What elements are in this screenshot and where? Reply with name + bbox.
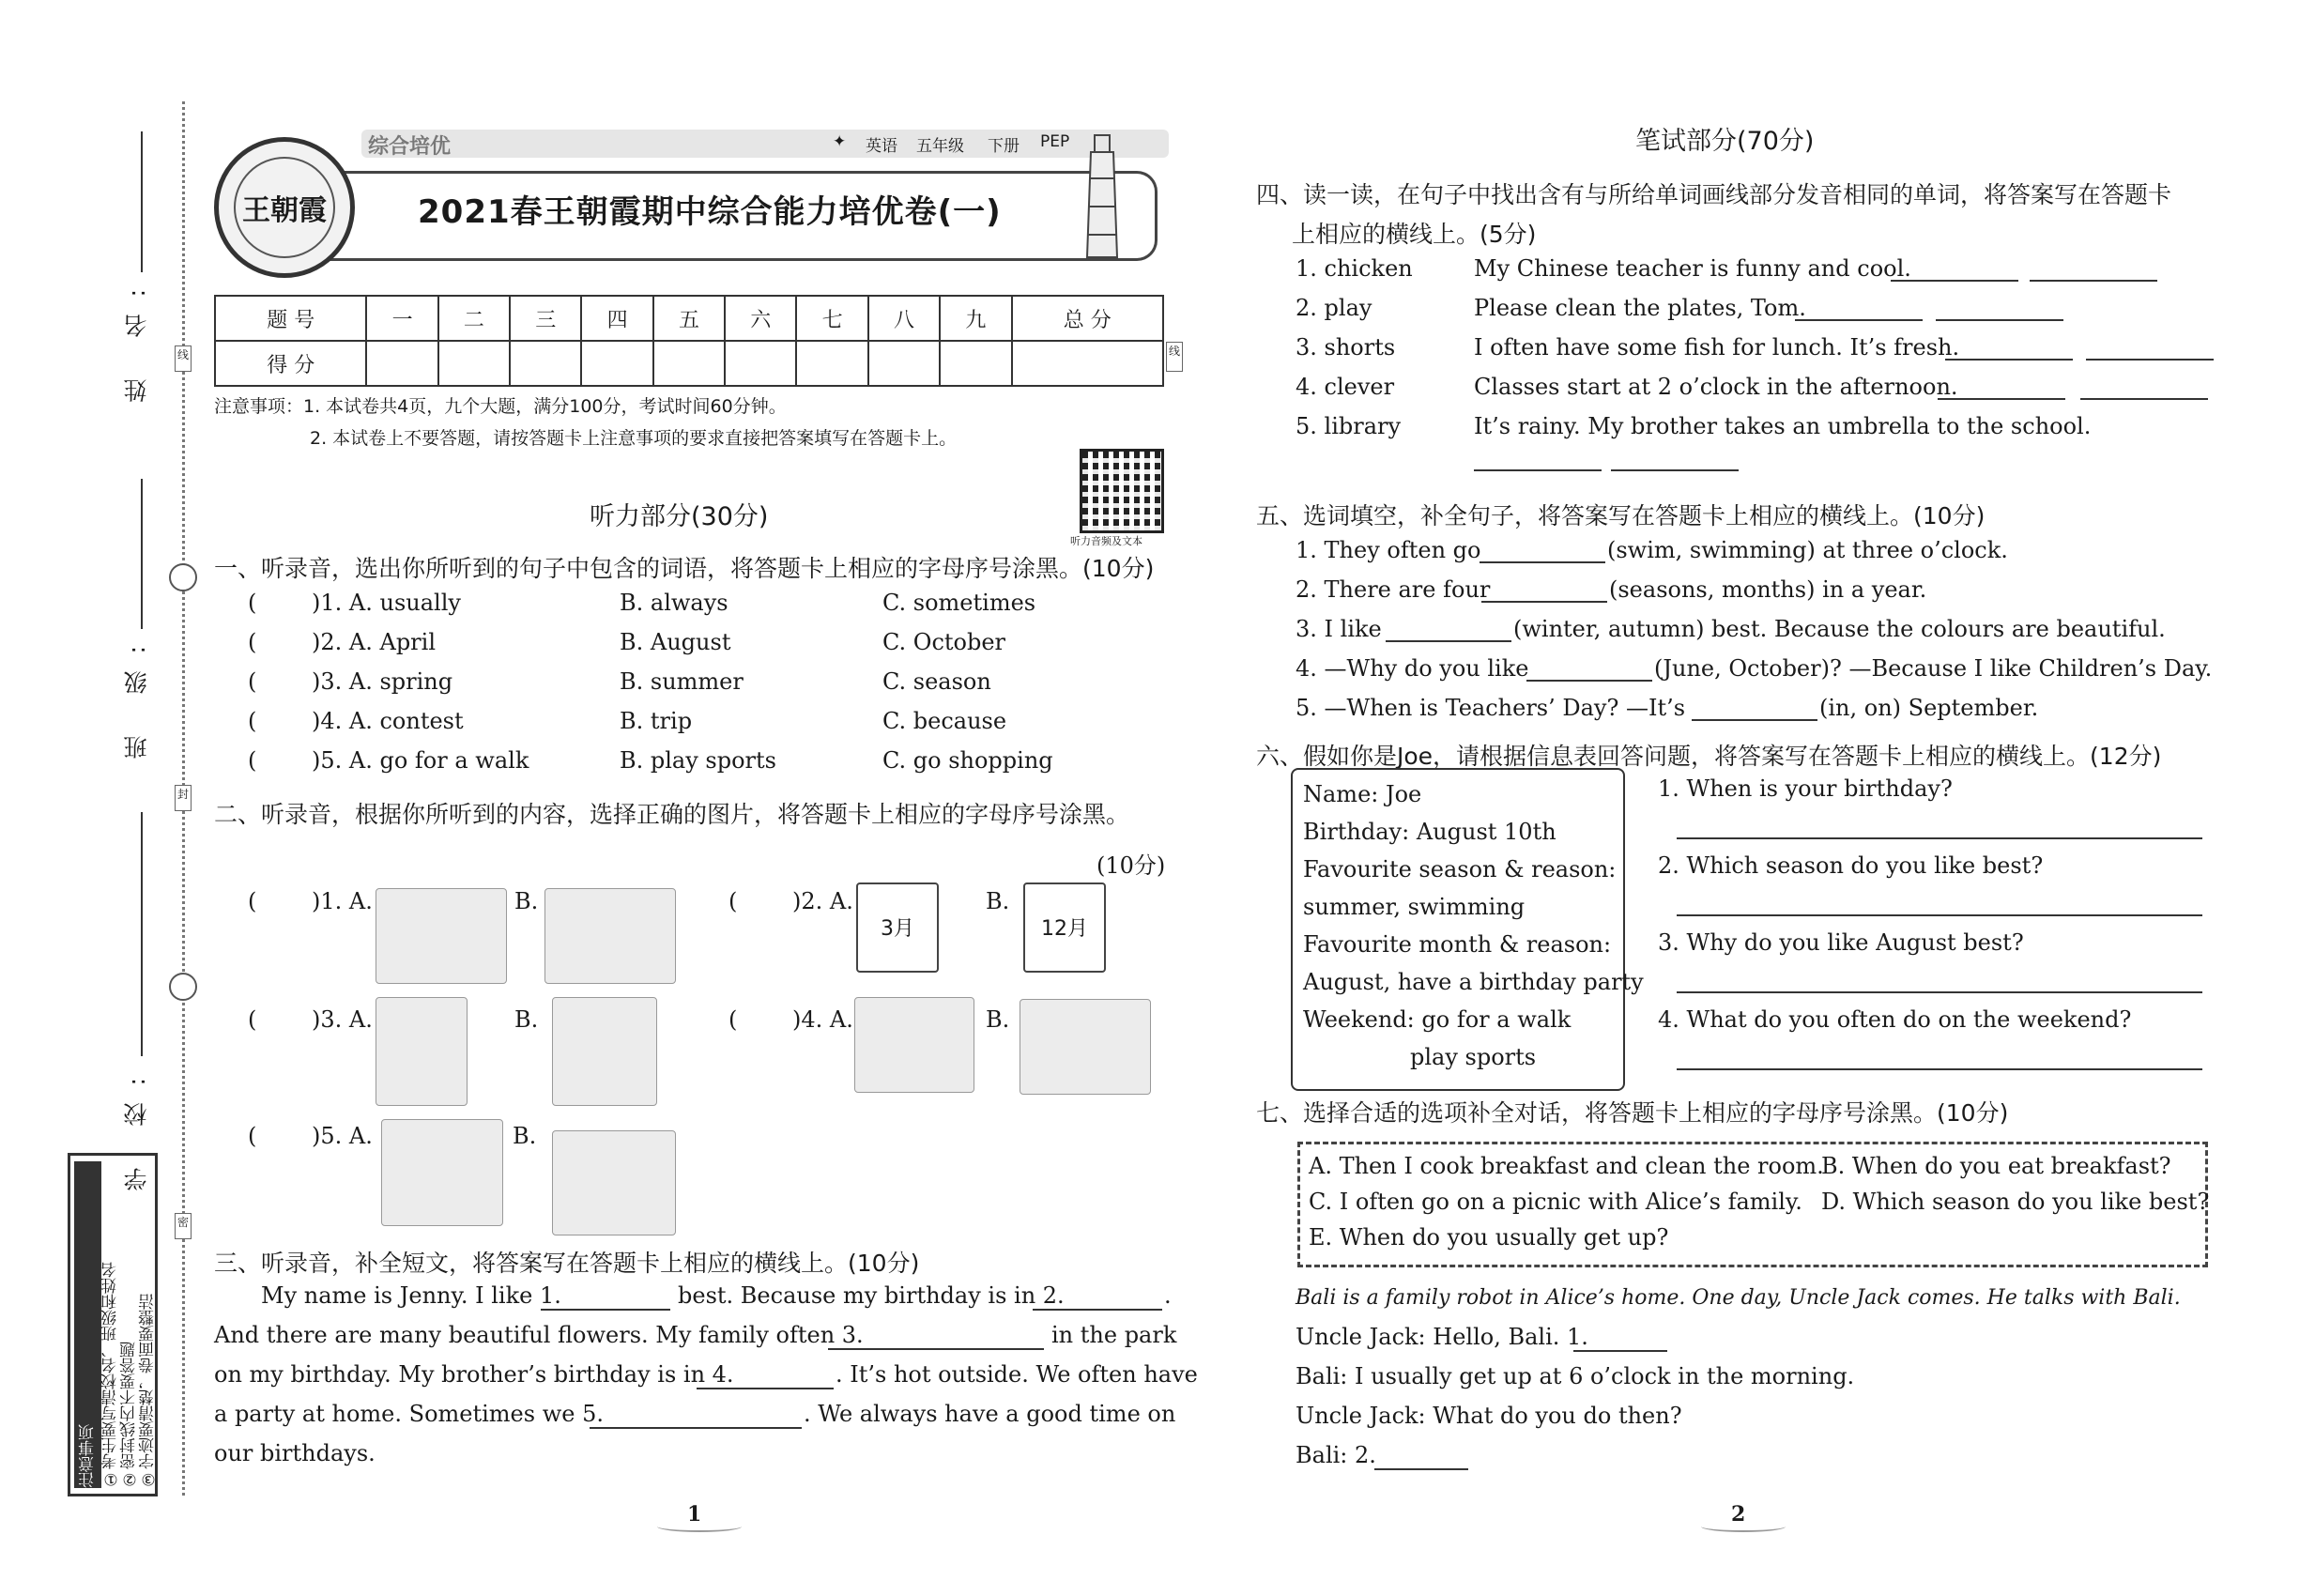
- q3-line-4a: a party at home. Sometimes we 5.: [214, 1401, 604, 1427]
- q2-paren[interactable]: (: [248, 1006, 257, 1033]
- binding-note-1: ①考生要写清校名、班级和姓名: [101, 1262, 120, 1488]
- score-table: [214, 295, 1164, 387]
- binding-notes-box: [68, 1153, 158, 1496]
- dialogue-line-3: Uncle Jack: What do you do then?: [1296, 1403, 1682, 1429]
- q2-item-1-b: B.: [514, 888, 539, 914]
- header-star: ✦: [833, 132, 847, 151]
- q6-question-4: 4. What do you often do on the weekend?: [1658, 1006, 2132, 1033]
- calendar-a-label: 3月: [881, 917, 914, 941]
- q3-title: 三、听录音，补全短文，将答案写在答题卡上相应的横线上。(10分): [214, 1250, 920, 1277]
- q5-item-3b: (winter, autumn) best. Because the colours are beautiful.: [1513, 616, 2166, 642]
- q5-item-4b: (June, October)? —Because I like Children’s Day.: [1654, 655, 2213, 682]
- q1-item-5-c: C. go shopping: [882, 747, 1053, 774]
- q4-blank[interactable]: [2030, 280, 2157, 282]
- q6-title: 六、假如你是Joe，请根据信息表回答问题，将答案写在答题卡上相应的横线上。(12分): [1256, 743, 2162, 770]
- page-number-right: 2: [1731, 1502, 1746, 1527]
- q3-period: .: [1164, 1282, 1172, 1309]
- q2-item-2: )2. A.: [792, 888, 853, 914]
- q4-sentence-4: Classes start at 2 o’clock in the afternoon.: [1474, 374, 1958, 400]
- q1-item-1-b: B. always: [620, 590, 728, 616]
- option-a: A. Then I cook breakfast and clean the room.: [1309, 1153, 1824, 1179]
- picture-snow-house: [544, 888, 676, 984]
- score-cell: 总 分: [1012, 296, 1164, 341]
- tag-seal: 封: [175, 785, 192, 811]
- q2-paren[interactable]: (: [728, 1006, 738, 1033]
- q2-item-2-b: B.: [986, 888, 1010, 914]
- score-input-cell[interactable]: [653, 341, 725, 386]
- page-swoosh-left: [657, 1521, 742, 1532]
- score-value-row: [215, 341, 1163, 386]
- dialogue-intro: Bali is a family robot in Alice’s home. One day, Uncle Jack comes. He talks with Bali.: [1296, 1286, 2181, 1310]
- q5-blank-5[interactable]: [1692, 719, 1817, 721]
- q6-answer-line-3[interactable]: [1677, 991, 2202, 993]
- tag-line: 线: [175, 345, 192, 372]
- lighthouse-icon: [1081, 131, 1123, 263]
- q3-blank-5[interactable]: [590, 1427, 802, 1429]
- q5-item-5b: (in, on) September.: [1819, 695, 2039, 721]
- q1-item-3-b: B. summer: [620, 668, 744, 695]
- q4-blank[interactable]: [2080, 398, 2208, 400]
- q2-item-3: )3. A.: [312, 1006, 373, 1033]
- header-grade: 五年级: [916, 137, 964, 156]
- score-input-cell[interactable]: [940, 341, 1011, 386]
- q4-word-2: 2. play: [1296, 295, 1372, 321]
- q3-line-2a: And there are many beautiful flowers. My family often 3.: [214, 1322, 864, 1348]
- score-cell: 四: [581, 296, 652, 341]
- q4-blank[interactable]: [1938, 398, 2065, 400]
- q5-item-1b: (swim, swimming) at three o’clock.: [1607, 537, 2008, 563]
- name-label: 姓 名:: [123, 272, 150, 403]
- q1-item-2-c: C. October: [882, 629, 1006, 655]
- info-line: August, have a birthday party: [1303, 969, 1644, 995]
- brand-logo: [214, 137, 355, 278]
- q3-line-3b: . It’s hot outside. We often have: [836, 1361, 1198, 1388]
- q6-question-1: 1. When is your birthday?: [1658, 775, 1953, 802]
- q6-answer-line-2[interactable]: [1677, 914, 2202, 916]
- info-table-box: [1291, 768, 1625, 1091]
- q4-sentence-3: I often have some fish for lunch. It’s fresh.: [1474, 334, 1960, 361]
- q2-paren[interactable]: (: [248, 888, 257, 914]
- listening-title: 听力部分(30分): [590, 502, 769, 531]
- score-cell: 八: [868, 296, 940, 341]
- qr-caption: 听力音频及文本: [1070, 535, 1142, 547]
- class-label: 班 级:: [123, 629, 150, 760]
- q5-item-2b: (seasons, months) in a year.: [1609, 576, 1927, 603]
- q3-blank-4[interactable]: [697, 1388, 834, 1389]
- q4-blank[interactable]: [1945, 359, 2073, 361]
- score-input-cell[interactable]: [510, 341, 581, 386]
- q1-item-2: )2. A. April: [312, 629, 436, 655]
- q3-blank-1[interactable]: [541, 1309, 670, 1311]
- info-line: Favourite season & reason:: [1303, 856, 1617, 882]
- qr-code[interactable]: [1080, 449, 1164, 533]
- option-d: D. Which season do you like best?: [1821, 1189, 2210, 1215]
- q4-word-4: 4. clever: [1296, 374, 1395, 400]
- q1-item-5: )5. A. go for a walk: [312, 747, 529, 774]
- q3-blank-2[interactable]: [1033, 1309, 1162, 1311]
- q5-item-2a: 2. There are four: [1296, 576, 1491, 603]
- picture-picnic: [854, 997, 974, 1093]
- info-line: summer, swimming: [1303, 894, 1526, 920]
- dialogue-blank-1[interactable]: [1573, 1350, 1667, 1352]
- score-cell: 二: [438, 296, 510, 341]
- info-line: play sports: [1410, 1044, 1537, 1070]
- q3-line-5: our birthdays.: [214, 1440, 376, 1466]
- score-input-cell[interactable]: [1012, 341, 1164, 386]
- header-edition: PEP: [1040, 132, 1070, 151]
- q2-paren[interactable]: (: [728, 888, 738, 914]
- picture-ballet-stage: [552, 997, 657, 1106]
- q6-answer-line-4[interactable]: [1677, 1068, 2202, 1070]
- q4-sentence-5: It’s rainy. My brother takes an umbrella to the school.: [1474, 413, 2092, 439]
- page-title: 2021春王朝霞期中综合能力培优卷(一): [418, 193, 1002, 231]
- score-cell: 五: [653, 296, 725, 341]
- page-swoosh-right: [1701, 1521, 1786, 1532]
- q1-item-2-b: B. August: [620, 629, 731, 655]
- q4-sentence-1: My Chinese teacher is funny and cool.: [1474, 255, 1911, 282]
- q4-blank[interactable]: [2086, 359, 2214, 361]
- q1-item-1-c: C. sometimes: [882, 590, 1036, 616]
- logo-text: 王朝霞: [234, 157, 335, 258]
- q2-item-4: )4. A.: [792, 1006, 853, 1033]
- q5-blank-2[interactable]: [1481, 601, 1607, 603]
- q2-item-4-b: B.: [986, 1006, 1010, 1033]
- q4-blank[interactable]: [1474, 469, 1602, 471]
- q1-item-2-paren[interactable]: (: [248, 629, 257, 655]
- dialogue-line-1: Uncle Jack: Hello, Bali. 1.: [1296, 1324, 1588, 1350]
- picture-park-walk: [1020, 999, 1151, 1095]
- q1-item-3-c: C. season: [882, 668, 991, 695]
- notes-line-1: 注意事项：1. 本试卷共4页，九个大题，满分100分，考试时间60分钟。: [214, 396, 787, 417]
- q4-blank[interactable]: [1936, 319, 2063, 321]
- header-term: 下册: [988, 137, 1020, 156]
- q5-item-3a: 3. I like: [1296, 616, 1382, 642]
- option-e: E. When do you usually get up?: [1309, 1224, 1669, 1251]
- school-line: [141, 812, 143, 1056]
- q4-blank[interactable]: [1611, 469, 1739, 471]
- page-number-left: 1: [687, 1502, 702, 1527]
- q1-title: 一、听录音，选出你所听到的句子中包含的词语，将答题卡上相应的字母序号涂黑。(10分): [214, 555, 1155, 582]
- q3-line-2b: in the park: [1051, 1322, 1177, 1348]
- score-input-cell[interactable]: [581, 341, 652, 386]
- q1-item-1-paren[interactable]: (: [248, 590, 257, 616]
- q6-answer-line-1[interactable]: [1677, 837, 2202, 839]
- score-input-cell[interactable]: [366, 341, 437, 386]
- q5-item-5a: 5. —When is Teachers’ Day? —It’s: [1296, 695, 1686, 721]
- q3-line-4b: . We always have a good time on: [804, 1401, 1176, 1427]
- option-c: C. I often go on a picnic with Alice’s family.: [1309, 1189, 1802, 1215]
- picture-girl-exercise: [376, 997, 468, 1106]
- picture-trees-scene: [376, 888, 507, 984]
- q5-item-4a: 4. —Why do you like: [1296, 655, 1529, 682]
- info-line: Favourite month & reason:: [1303, 931, 1612, 958]
- name-line: [141, 131, 143, 272]
- binding-hole: [169, 973, 197, 1001]
- score-cell: 一: [366, 296, 437, 341]
- q1-item-3: )3. A. spring: [312, 668, 453, 695]
- score-input-cell[interactable]: [868, 341, 940, 386]
- q3-line-1b: best. Because my birthday is in 2.: [678, 1282, 1065, 1309]
- binding-note-3: ③字迹要清楚，卷面要整洁: [139, 1294, 158, 1488]
- q1-item-5-b: B. play sports: [620, 747, 776, 774]
- q2-item-3-b: B.: [514, 1006, 539, 1033]
- q4-sentence-2: Please clean the plates, Tom.: [1474, 295, 1806, 321]
- option-b: B. When do you eat breakfast?: [1821, 1153, 2171, 1179]
- q1-item-5-paren[interactable]: (: [248, 747, 257, 774]
- q4-title-2: 上相应的横线上。(5分): [1292, 221, 1537, 248]
- q5-blank-3[interactable]: [1386, 640, 1511, 642]
- calendar-icon-b: [1023, 882, 1106, 973]
- info-line: Name: Joe: [1303, 781, 1422, 807]
- q2-title: 二、听录音，根据你所听到的内容，选择正确的图片，将答题卡上相应的字母序号涂黑。: [214, 801, 1130, 828]
- q1-item-4-paren[interactable]: (: [248, 708, 257, 734]
- q1-item-4: )4. A. contest: [312, 708, 464, 734]
- picture-teacher: [552, 1130, 676, 1235]
- info-line: Birthday: August 10th: [1303, 819, 1556, 845]
- score-cell: 九: [940, 296, 1011, 341]
- info-line: Weekend: go for a walk: [1303, 1006, 1572, 1033]
- score-input-cell[interactable]: [725, 341, 796, 386]
- dialogue-line-2: Bali: I usually get up at 6 o’clock in the morning.: [1296, 1363, 1855, 1389]
- q5-item-1a: 1. They often go: [1296, 537, 1481, 563]
- binding-hole: [169, 563, 197, 591]
- q5-blank-1[interactable]: [1480, 561, 1605, 563]
- q5-title: 五、选词填空，补全句子，将答案写在答题卡上相应的横线上。(10分): [1256, 502, 1986, 529]
- q4-word-1: 1. chicken: [1296, 255, 1413, 282]
- written-title: 笔试部分(70分): [1635, 127, 1815, 156]
- q2-item-5-b: B.: [513, 1123, 537, 1149]
- score-input-cell[interactable]: [438, 341, 510, 386]
- score-cell: 六: [725, 296, 796, 341]
- q3-line-3a: on my birthday. My brother’s birthday is in 4.: [214, 1361, 734, 1388]
- q5-blank-4[interactable]: [1526, 680, 1652, 682]
- q3-blank-3[interactable]: [828, 1348, 1044, 1350]
- q1-item-3-paren[interactable]: (: [248, 668, 257, 695]
- header-tab-label: 综合培优: [368, 135, 452, 159]
- q3-line-1a: My name is Jenny. I like 1.: [261, 1282, 561, 1309]
- q4-blank[interactable]: [1891, 280, 2018, 282]
- score-cell: 七: [796, 296, 867, 341]
- picture-kids-party: [381, 1119, 503, 1226]
- binding-notes-title: 注意事项: [74, 1161, 101, 1488]
- q1-item-1: )1. A. usually: [312, 590, 461, 616]
- score-cell: 题 号: [215, 296, 366, 341]
- school-label: 学 校:: [123, 1061, 150, 1191]
- binding-note-2: ②密封线内不要答题: [120, 1342, 139, 1488]
- score-cell: 三: [510, 296, 581, 341]
- calendar-b-label: 12月: [1041, 917, 1088, 941]
- q4-word-5: 5. library: [1296, 413, 1402, 439]
- q2-paren[interactable]: (: [248, 1123, 257, 1149]
- header-subject: 英语: [866, 137, 897, 156]
- q6-question-2: 2. Which season do you like best?: [1658, 852, 2044, 879]
- notes-line-2: 2. 本试卷上不要答题，请按答题卡上注意事项的要求直接把答案填写在答题卡上。: [310, 428, 958, 449]
- tag-secret: 密: [175, 1213, 192, 1239]
- q2-points: (10分): [1096, 852, 1166, 879]
- score-cell: 得 分: [215, 341, 366, 386]
- q7-title: 七、选择合适的选项补全对话，将答题卡上相应的字母序号涂黑。(10分): [1256, 1099, 2009, 1127]
- dialogue-line-4: Bali: 2.: [1296, 1442, 1376, 1468]
- q2-item-5: )5. A.: [312, 1123, 373, 1149]
- dialogue-blank-2[interactable]: [1374, 1468, 1468, 1470]
- q4-word-3: 3. shorts: [1296, 334, 1396, 361]
- q1-item-4-b: B. trip: [620, 708, 693, 734]
- q1-item-4-c: C. because: [882, 708, 1007, 734]
- class-line: [141, 479, 143, 629]
- q4-title-1: 四、读一读，在句子中找出含有与所给单词画线部分发音相同的单词，将答案写在答题卡: [1256, 181, 2172, 208]
- q6-question-3: 3. Why do you like August best?: [1658, 929, 2024, 956]
- score-side-tag: 线: [1166, 342, 1183, 372]
- q4-blank[interactable]: [1795, 319, 1923, 321]
- calendar-icon-a: [856, 882, 939, 973]
- q2-item-1: )1. A.: [312, 888, 373, 914]
- score-header-row: [215, 296, 1163, 341]
- score-input-cell[interactable]: [796, 341, 867, 386]
